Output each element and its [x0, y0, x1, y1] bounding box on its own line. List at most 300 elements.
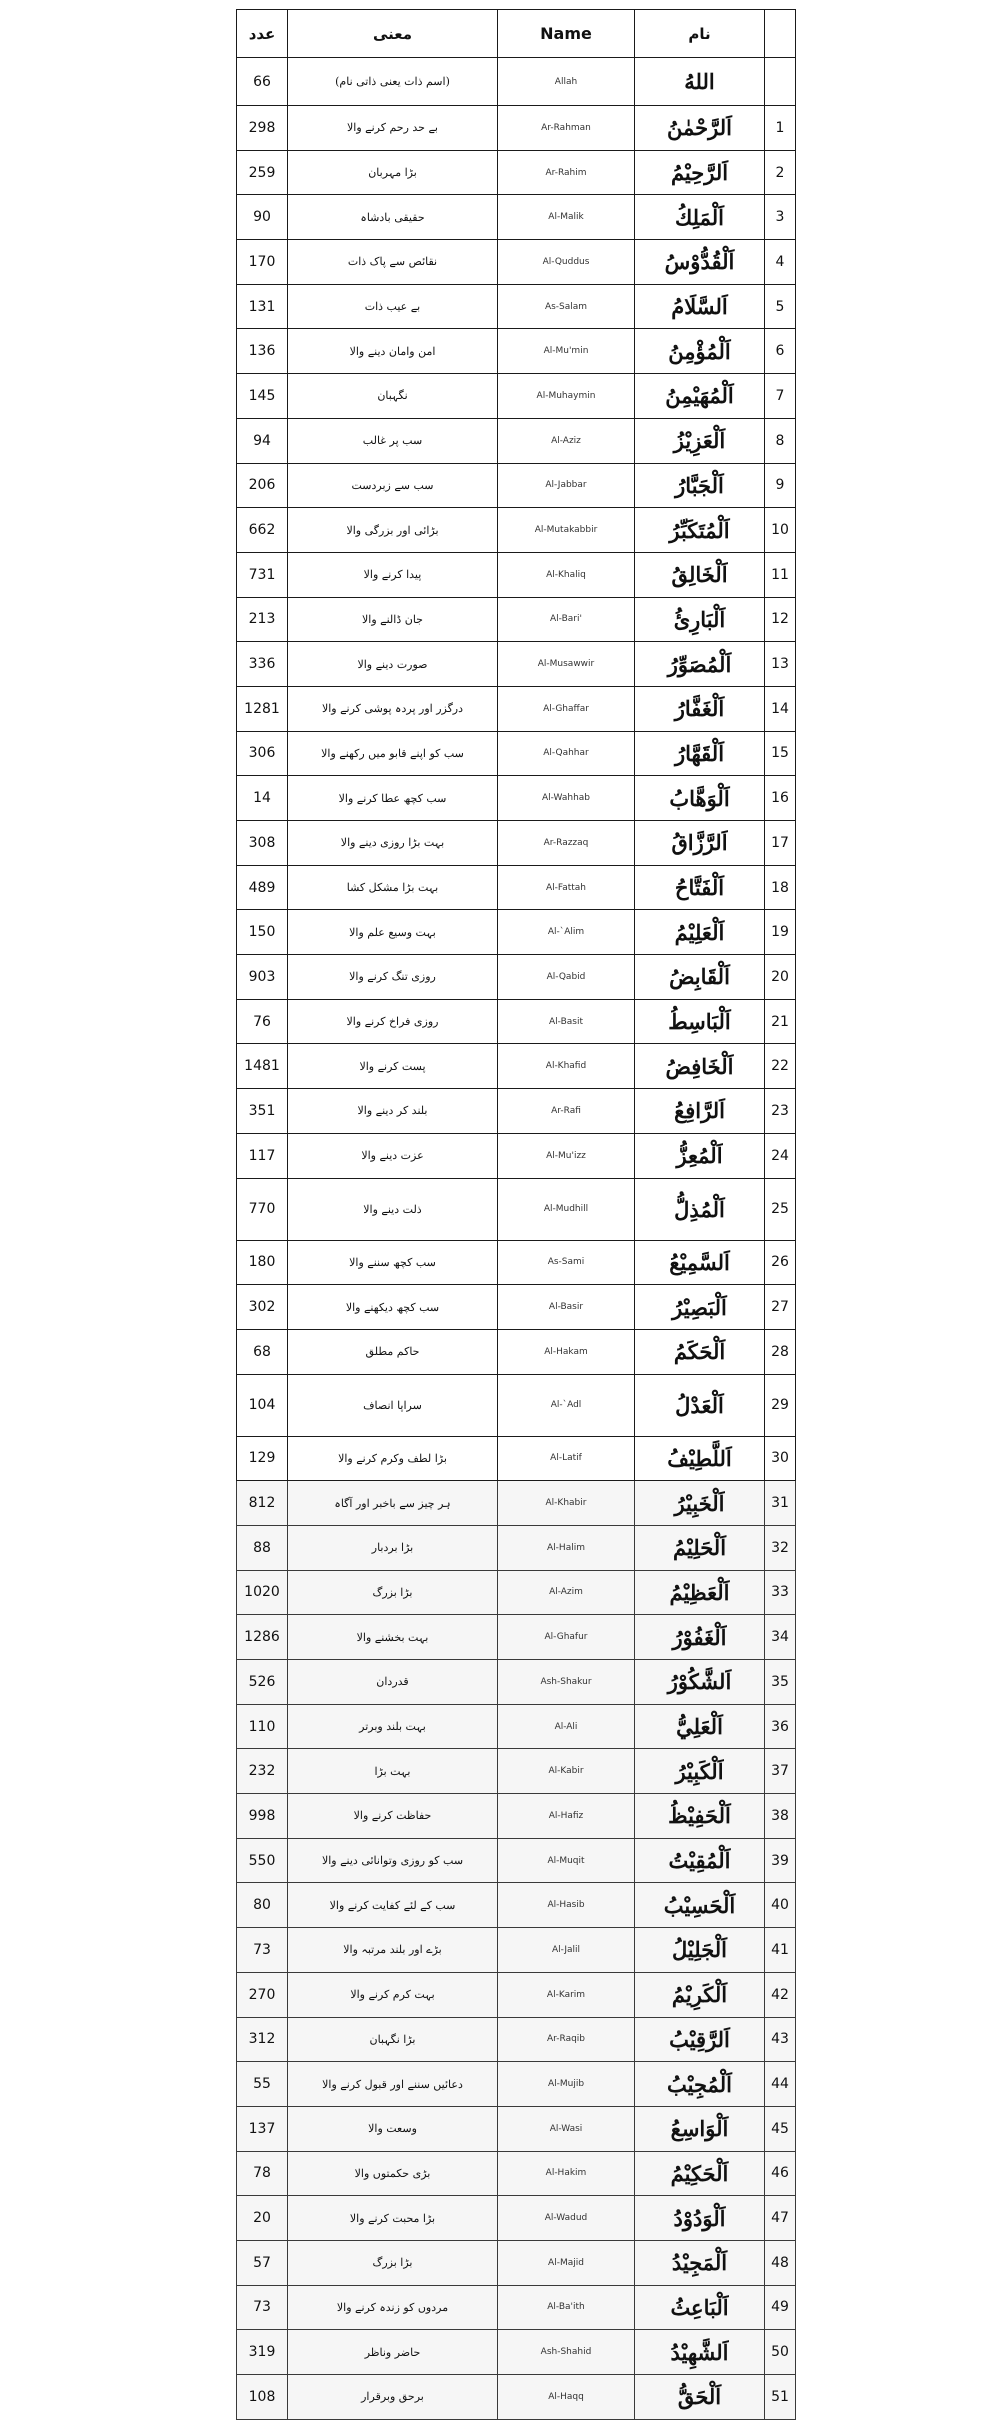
table-row: [237, 1089, 796, 1134]
arabic-name-cell: اَلْوَهَّابُ: [635, 776, 765, 821]
meaning-cell: بڑا بردبار: [288, 1525, 498, 1570]
name-cell: Al-Qabid: [498, 955, 635, 1000]
meaning-cell: سب کچھ عطا کرنے والا: [288, 776, 498, 821]
index-cell: 5: [765, 284, 796, 329]
name-cell: Al-Kabir: [498, 1749, 635, 1794]
abjad-cell: 731: [237, 552, 288, 597]
abjad-cell: 1481: [237, 1044, 288, 1089]
table-row: [237, 999, 796, 1044]
name-cell: As-Sami: [498, 1240, 635, 1285]
name-cell: Al-Mu'izz: [498, 1133, 635, 1178]
index-cell: 34: [765, 1615, 796, 1660]
index-cell: 48: [765, 2240, 796, 2285]
meaning-cell: سب کے لئے کفایت کرنے والا: [288, 1883, 498, 1928]
name-cell: Al-Majid: [498, 2240, 635, 2285]
abjad-cell: 129: [237, 1436, 288, 1481]
index-cell: 17: [765, 821, 796, 866]
meaning-cell: درگزر اور پردہ پوشی کرنے والا: [288, 686, 498, 731]
abjad-cell: 550: [237, 1838, 288, 1883]
meaning-cell: سب پر غالب: [288, 418, 498, 463]
table-row: [237, 1883, 796, 1928]
arabic-name-cell: اَلْعَزِيْزُ: [635, 418, 765, 463]
table-row: [237, 597, 796, 642]
table-row: [237, 1525, 796, 1570]
abjad-cell: 131: [237, 284, 288, 329]
arabic-name-cell: اَلْمُهَيْمِنُ: [635, 374, 765, 419]
index-cell: 28: [765, 1329, 796, 1374]
abjad-cell: 1281: [237, 686, 288, 731]
arabic-name-cell: اَلرَّحِيْمُ: [635, 150, 765, 195]
name-cell: Ash-Shahid: [498, 2330, 635, 2375]
table-body: [237, 58, 796, 2420]
arabic-name-cell: اَلْعَدْلُ: [635, 1374, 765, 1436]
name-cell: Al-Khabir: [498, 1481, 635, 1526]
arabic-name-cell: اَلْجَلِيْلُ: [635, 1928, 765, 1973]
table-row: [237, 2017, 796, 2062]
index-cell: 10: [765, 508, 796, 553]
arabic-name-cell: اَلْعَظِيْمُ: [635, 1570, 765, 1615]
meaning-cell: بڑے اور بلند مرتبہ والا: [288, 1928, 498, 1973]
index-cell: 18: [765, 865, 796, 910]
table-row: [237, 58, 796, 106]
meaning-cell: دعائیں سننے اور قبول کرنے والا: [288, 2062, 498, 2107]
abjad-cell: 770: [237, 1178, 288, 1240]
arabic-name-cell: اَلْمُجِيْبُ: [635, 2062, 765, 2107]
arabic-name-cell: اَلْبَصِيْرُ: [635, 1285, 765, 1330]
name-cell: Al-Latif: [498, 1436, 635, 1481]
arabic-name-cell: اَلرَّحْمٰنُ: [635, 106, 765, 151]
abjad-cell: 903: [237, 955, 288, 1000]
arabic-name-cell: اَلْقَهَّارُ: [635, 731, 765, 776]
index-cell: 41: [765, 1928, 796, 1973]
arabic-name-cell: اَلْمَجِيْدُ: [635, 2240, 765, 2285]
index-cell: 8: [765, 418, 796, 463]
abjad-cell: 136: [237, 329, 288, 374]
table-row: [237, 1285, 796, 1330]
table-row: [237, 284, 796, 329]
abjad-cell: 68: [237, 1329, 288, 1374]
index-cell: 14: [765, 686, 796, 731]
index-cell: 33: [765, 1570, 796, 1615]
name-cell: Al-Fattah: [498, 865, 635, 910]
arabic-name-cell: اَلْحَكِيْمُ: [635, 2151, 765, 2196]
index-cell: 44: [765, 2062, 796, 2107]
table-row: [237, 1436, 796, 1481]
abjad-cell: 20: [237, 2196, 288, 2241]
name-cell: Al-Khafid: [498, 1044, 635, 1089]
index-cell: 40: [765, 1883, 796, 1928]
name-cell: Al-`Adl: [498, 1374, 635, 1436]
table-row: [237, 955, 796, 1000]
arabic-name-cell: اَلشَّكُوْرُ: [635, 1660, 765, 1705]
abjad-cell: 94: [237, 418, 288, 463]
abjad-cell: 90: [237, 195, 288, 240]
name-cell: Allah: [498, 58, 635, 106]
meaning-cell: عزت دینے والا: [288, 1133, 498, 1178]
index-cell: 26: [765, 1240, 796, 1285]
abjad-cell: 812: [237, 1481, 288, 1526]
index-cell: 16: [765, 776, 796, 821]
index-cell: 21: [765, 999, 796, 1044]
index-cell: 47: [765, 2196, 796, 2241]
name-cell: As-Salam: [498, 284, 635, 329]
meaning-cell: بڑا بزرگ: [288, 1570, 498, 1615]
index-cell: 29: [765, 1374, 796, 1436]
abjad-cell: 312: [237, 2017, 288, 2062]
name-cell: Ar-Rafi: [498, 1089, 635, 1134]
abjad-cell: 170: [237, 240, 288, 285]
arabic-name-cell: اَلْحَسِيْبُ: [635, 1883, 765, 1928]
header-arabic: نام: [635, 10, 765, 58]
arabic-name-cell: اَلْبَاسِطُ: [635, 999, 765, 1044]
meaning-cell: بڑی حکمتوں والا: [288, 2151, 498, 2196]
meaning-cell: بڑائی اور بزرگی والا: [288, 508, 498, 553]
meaning-cell: روزی تنگ کرنے والا: [288, 955, 498, 1000]
name-cell: Ar-Rahman: [498, 106, 635, 151]
abjad-cell: 308: [237, 821, 288, 866]
table-row: [237, 1704, 796, 1749]
arabic-name-cell: اَلْكَبِيْرُ: [635, 1749, 765, 1794]
table-row: [237, 1240, 796, 1285]
table-row: [237, 1928, 796, 1973]
abjad-cell: 489: [237, 865, 288, 910]
name-cell: Al-Hasib: [498, 1883, 635, 1928]
arabic-name-cell: اَلْحَلِيْمُ: [635, 1525, 765, 1570]
meaning-cell: سب کچھ سننے والا: [288, 1240, 498, 1285]
abjad-cell: 78: [237, 2151, 288, 2196]
table-row: [237, 1660, 796, 1705]
name-cell: Al-Halim: [498, 1525, 635, 1570]
name-cell: Al-Ali: [498, 1704, 635, 1749]
abjad-cell: 662: [237, 508, 288, 553]
index-cell: 25: [765, 1178, 796, 1240]
table-row: [237, 106, 796, 151]
table-row: [237, 642, 796, 687]
abjad-cell: 298: [237, 106, 288, 151]
name-cell: Ar-Razzaq: [498, 821, 635, 866]
meaning-cell: بہت وسیع علم والا: [288, 910, 498, 955]
arabic-name-cell: اَلْقَابِضُ: [635, 955, 765, 1000]
abjad-cell: 117: [237, 1133, 288, 1178]
table-row: [237, 1838, 796, 1883]
arabic-name-cell: اَلْمُصَوِّرُ: [635, 642, 765, 687]
index-cell: 38: [765, 1794, 796, 1839]
meaning-cell: سب سے زبردست: [288, 463, 498, 508]
arabic-name-cell: اَلرَّافِعُ: [635, 1089, 765, 1134]
meaning-cell: (اسم ذات یعنی ذاتی نام): [288, 58, 498, 106]
index-cell: 15: [765, 731, 796, 776]
arabic-name-cell: اَلْمَلِكُ: [635, 195, 765, 240]
table-row: [237, 731, 796, 776]
abjad-cell: 55: [237, 2062, 288, 2107]
arabic-name-cell: اَلْحَكَمُ: [635, 1329, 765, 1374]
index-cell: 24: [765, 1133, 796, 1178]
table-row: [237, 1481, 796, 1526]
meaning-cell: سب کو اپنے قابو میں رکھنے والا: [288, 731, 498, 776]
meaning-cell: قدردان: [288, 1660, 498, 1705]
meaning-cell: بلند کر دینے والا: [288, 1089, 498, 1134]
table-row: [237, 821, 796, 866]
index-cell: 42: [765, 1972, 796, 2017]
header-name: Name: [498, 10, 635, 58]
arabic-name-cell: اَلْقُدُّوْسُ: [635, 240, 765, 285]
abjad-cell: 180: [237, 1240, 288, 1285]
meaning-cell: پیدا کرنے والا: [288, 552, 498, 597]
index-cell: 31: [765, 1481, 796, 1526]
index-cell: 22: [765, 1044, 796, 1089]
meaning-cell: وسعت والا: [288, 2106, 498, 2151]
index-cell: 4: [765, 240, 796, 285]
name-cell: Al-Muhaymin: [498, 374, 635, 419]
abjad-cell: 104: [237, 1374, 288, 1436]
arabic-name-cell: اَلْحَفِيْظُ: [635, 1794, 765, 1839]
abjad-cell: 73: [237, 1928, 288, 1973]
index-cell: 11: [765, 552, 796, 597]
abjad-cell: 306: [237, 731, 288, 776]
abjad-cell: 110: [237, 1704, 288, 1749]
header-index: [765, 10, 796, 58]
arabic-name-cell: اَلْمُعِزُّ: [635, 1133, 765, 1178]
abjad-cell: 145: [237, 374, 288, 419]
index-cell: 12: [765, 597, 796, 642]
meaning-cell: بڑا لطف وکرم کرنے والا: [288, 1436, 498, 1481]
meaning-cell: بہت بلند وبرتر: [288, 1704, 498, 1749]
meaning-cell: حاضر وناظر: [288, 2330, 498, 2375]
name-cell: Ar-Rahim: [498, 150, 635, 195]
table-row: [237, 2151, 796, 2196]
abjad-cell: 73: [237, 2285, 288, 2330]
abjad-cell: 270: [237, 1972, 288, 2017]
table-row: [237, 1133, 796, 1178]
abjad-cell: 526: [237, 1660, 288, 1705]
table-row: [237, 463, 796, 508]
name-cell: Al-Jabbar: [498, 463, 635, 508]
name-cell: Al-Musawwir: [498, 642, 635, 687]
arabic-name-cell: اَلرَّزَّاقُ: [635, 821, 765, 866]
table-row: [237, 686, 796, 731]
name-cell: Ash-Shakur: [498, 1660, 635, 1705]
index-cell: 13: [765, 642, 796, 687]
table-row: [237, 1178, 796, 1240]
index-cell: 36: [765, 1704, 796, 1749]
meaning-cell: سب کو روزی وتوانائی دینے والا: [288, 1838, 498, 1883]
meaning-cell: نگہبان: [288, 374, 498, 419]
index-cell: [765, 58, 796, 106]
name-cell: Al-Haqq: [498, 2375, 635, 2420]
name-cell: Al-Jalil: [498, 1928, 635, 1973]
index-cell: 45: [765, 2106, 796, 2151]
meaning-cell: مردوں کو زندہ کرنے والا: [288, 2285, 498, 2330]
table-row: [237, 910, 796, 955]
index-cell: 46: [765, 2151, 796, 2196]
table-row: [237, 150, 796, 195]
name-cell: Al-Basir: [498, 1285, 635, 1330]
index-cell: 35: [765, 1660, 796, 1705]
meaning-cell: بڑا مہربان: [288, 150, 498, 195]
meaning-cell: بہت بڑا روزی دینے والا: [288, 821, 498, 866]
table-row: [237, 240, 796, 285]
arabic-name-cell: اَلْغَفُوْرُ: [635, 1615, 765, 1660]
name-cell: Al-Hakam: [498, 1329, 635, 1374]
table-row: [237, 374, 796, 419]
name-cell: Al-Ghaffar: [498, 686, 635, 731]
abjad-cell: 57: [237, 2240, 288, 2285]
index-cell: 37: [765, 1749, 796, 1794]
arabic-name-cell: اَلْمُتَكَبِّرُ: [635, 508, 765, 553]
arabic-name-cell: اَلرَّقِيْبُ: [635, 2017, 765, 2062]
arabic-name-cell: اَلْوَدُوْدُ: [635, 2196, 765, 2241]
abjad-cell: 14: [237, 776, 288, 821]
table-row: [237, 1794, 796, 1839]
index-cell: 32: [765, 1525, 796, 1570]
name-cell: Al-Khaliq: [498, 552, 635, 597]
arabic-name-cell: اَلْغَفَّارُ: [635, 686, 765, 731]
name-cell: Al-`Alim: [498, 910, 635, 955]
abjad-cell: 213: [237, 597, 288, 642]
abjad-cell: 259: [237, 150, 288, 195]
meaning-cell: نقائص سے پاک ذات: [288, 240, 498, 285]
abjad-cell: 150: [237, 910, 288, 955]
index-cell: 20: [765, 955, 796, 1000]
index-cell: 27: [765, 1285, 796, 1330]
name-cell: Al-Quddus: [498, 240, 635, 285]
arabic-name-cell: اَلْعَلِيْمُ: [635, 910, 765, 955]
table-row: [237, 329, 796, 374]
table-row: [237, 1044, 796, 1089]
name-cell: Al-Muqit: [498, 1838, 635, 1883]
table-row: [237, 865, 796, 910]
abjad-cell: 76: [237, 999, 288, 1044]
table-row: [237, 2062, 796, 2107]
index-cell: 43: [765, 2017, 796, 2062]
abjad-cell: 319: [237, 2330, 288, 2375]
meaning-cell: پست کرنے والا: [288, 1044, 498, 1089]
name-cell: Al-Hafiz: [498, 1794, 635, 1839]
names-table: [236, 9, 796, 2420]
table-row: [237, 2285, 796, 2330]
arabic-name-cell: اَلْمُذِلُّ: [635, 1178, 765, 1240]
arabic-name-cell: اَلْجَبَّارُ: [635, 463, 765, 508]
table-row: [237, 195, 796, 240]
arabic-name-cell: اَلْفَتَّاحُ: [635, 865, 765, 910]
meaning-cell: حاکم مطلق: [288, 1329, 498, 1374]
meaning-cell: بہت بڑا: [288, 1749, 498, 1794]
abjad-cell: 108: [237, 2375, 288, 2420]
name-cell: Al-Bari': [498, 597, 635, 642]
table-row: [237, 2240, 796, 2285]
index-cell: 23: [765, 1089, 796, 1134]
name-cell: Al-Ghafur: [498, 1615, 635, 1660]
index-cell: 9: [765, 463, 796, 508]
arabic-name-cell: اَلْوَاسِعُ: [635, 2106, 765, 2151]
table-row: [237, 1749, 796, 1794]
table-row: [237, 418, 796, 463]
table-row: [237, 776, 796, 821]
arabic-name-cell: اللهُ: [635, 58, 765, 106]
table-row: [237, 1972, 796, 2017]
index-cell: 51: [765, 2375, 796, 2420]
abjad-cell: 66: [237, 58, 288, 106]
header-abjad: عدد: [237, 10, 288, 58]
arabic-name-cell: اَلْمُقِيْتُ: [635, 1838, 765, 1883]
meaning-cell: سراپا انصاف: [288, 1374, 498, 1436]
table-row: [237, 2330, 796, 2375]
meaning-cell: بے عیب ذات: [288, 284, 498, 329]
index-cell: 30: [765, 1436, 796, 1481]
arabic-name-cell: اَلشَّهِيْدُ: [635, 2330, 765, 2375]
name-cell: Al-Wahhab: [498, 776, 635, 821]
arabic-name-cell: اَلْحَقُّ: [635, 2375, 765, 2420]
meaning-cell: صورت دینے والا: [288, 642, 498, 687]
meaning-cell: بڑا محبت کرنے والا: [288, 2196, 498, 2241]
name-cell: Al-Basit: [498, 999, 635, 1044]
meaning-cell: بہت بڑا مشکل کشا: [288, 865, 498, 910]
table-row: [237, 508, 796, 553]
name-cell: Al-Mutakabbir: [498, 508, 635, 553]
meaning-cell: بہت کرم کرنے والا: [288, 1972, 498, 2017]
name-cell: Al-Aziz: [498, 418, 635, 463]
index-cell: 50: [765, 2330, 796, 2375]
table-row: [237, 552, 796, 597]
meaning-cell: جان ڈالنے والا: [288, 597, 498, 642]
index-cell: 7: [765, 374, 796, 419]
meaning-cell: حفاظت کرنے والا: [288, 1794, 498, 1839]
arabic-name-cell: اَلْعَلِيُّ: [635, 1704, 765, 1749]
table-row: [237, 2196, 796, 2241]
abjad-cell: 206: [237, 463, 288, 508]
arabic-name-cell: اَلسَّمِيْعُ: [635, 1240, 765, 1285]
meaning-cell: روزی فراخ کرنے والا: [288, 999, 498, 1044]
meaning-cell: سب کچھ دیکھنے والا: [288, 1285, 498, 1330]
meaning-cell: امن وامان دینے والا: [288, 329, 498, 374]
name-cell: Al-Azim: [498, 1570, 635, 1615]
meaning-cell: بہت بخشنے والا: [288, 1615, 498, 1660]
name-cell: Al-Mujib: [498, 2062, 635, 2107]
arabic-name-cell: اَللَّطِيْفُ: [635, 1436, 765, 1481]
index-cell: 49: [765, 2285, 796, 2330]
index-cell: 39: [765, 1838, 796, 1883]
abjad-cell: 88: [237, 1525, 288, 1570]
name-cell: Al-Hakim: [498, 2151, 635, 2196]
name-cell: Al-Mu'min: [498, 329, 635, 374]
name-cell: Al-Mudhill: [498, 1178, 635, 1240]
table-row: [237, 1329, 796, 1374]
name-cell: Al-Qahhar: [498, 731, 635, 776]
arabic-name-cell: اَلْبَارِئُ: [635, 597, 765, 642]
meaning-cell: ہر چیز سے باخبر اور آگاہ: [288, 1481, 498, 1526]
name-cell: Ar-Raqib: [498, 2017, 635, 2062]
index-cell: 6: [765, 329, 796, 374]
arabic-name-cell: اَلْبَاعِثُ: [635, 2285, 765, 2330]
table-row: [237, 1615, 796, 1660]
index-cell: 1: [765, 106, 796, 151]
meaning-cell: حقیقی بادشاہ: [288, 195, 498, 240]
abjad-cell: 232: [237, 1749, 288, 1794]
meaning-cell: ذلت دینے والا: [288, 1178, 498, 1240]
arabic-name-cell: اَلْخَبِيْرُ: [635, 1481, 765, 1526]
index-cell: 3: [765, 195, 796, 240]
table-row: [237, 2375, 796, 2420]
arabic-name-cell: اَلْكَرِيْمُ: [635, 1972, 765, 2017]
meaning-cell: بڑا بزرگ: [288, 2240, 498, 2285]
abjad-cell: 351: [237, 1089, 288, 1134]
abjad-cell: 137: [237, 2106, 288, 2151]
abjad-cell: 80: [237, 1883, 288, 1928]
arabic-name-cell: اَلسَّلَامُ: [635, 284, 765, 329]
arabic-name-cell: اَلْخَالِقُ: [635, 552, 765, 597]
name-cell: Al-Wasi: [498, 2106, 635, 2151]
abjad-cell: 998: [237, 1794, 288, 1839]
